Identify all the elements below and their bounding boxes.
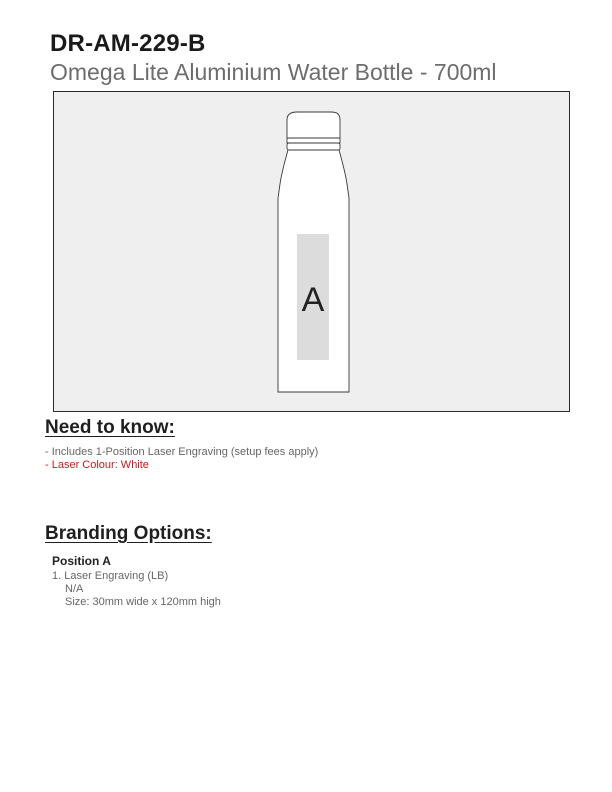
branding-options-heading: Branding Options: (45, 523, 212, 544)
branding-method: 1. Laser Engraving (LB) (52, 570, 169, 582)
print-area-label: A (301, 281, 325, 319)
product-code: DR-AM-229-B (50, 30, 206, 57)
bottle-line-drawing (54, 92, 571, 413)
need-to-know-item-laser-colour: - Laser Colour: White (45, 459, 149, 471)
product-name: Omega Lite Aluminium Water Bottle - 700ml (50, 59, 497, 85)
branding-colours: N/A (65, 583, 84, 595)
product-image-frame (53, 91, 570, 412)
bottle-neck-ring (287, 143, 340, 150)
need-to-know-item: - Includes 1-Position Laser Engraving (setup fees apply) (45, 446, 319, 458)
branding-size: Size: 30mm wide x 120mm high (65, 596, 221, 608)
position-a-title: Position A (52, 554, 111, 568)
need-to-know-heading: Need to know: (45, 417, 175, 438)
